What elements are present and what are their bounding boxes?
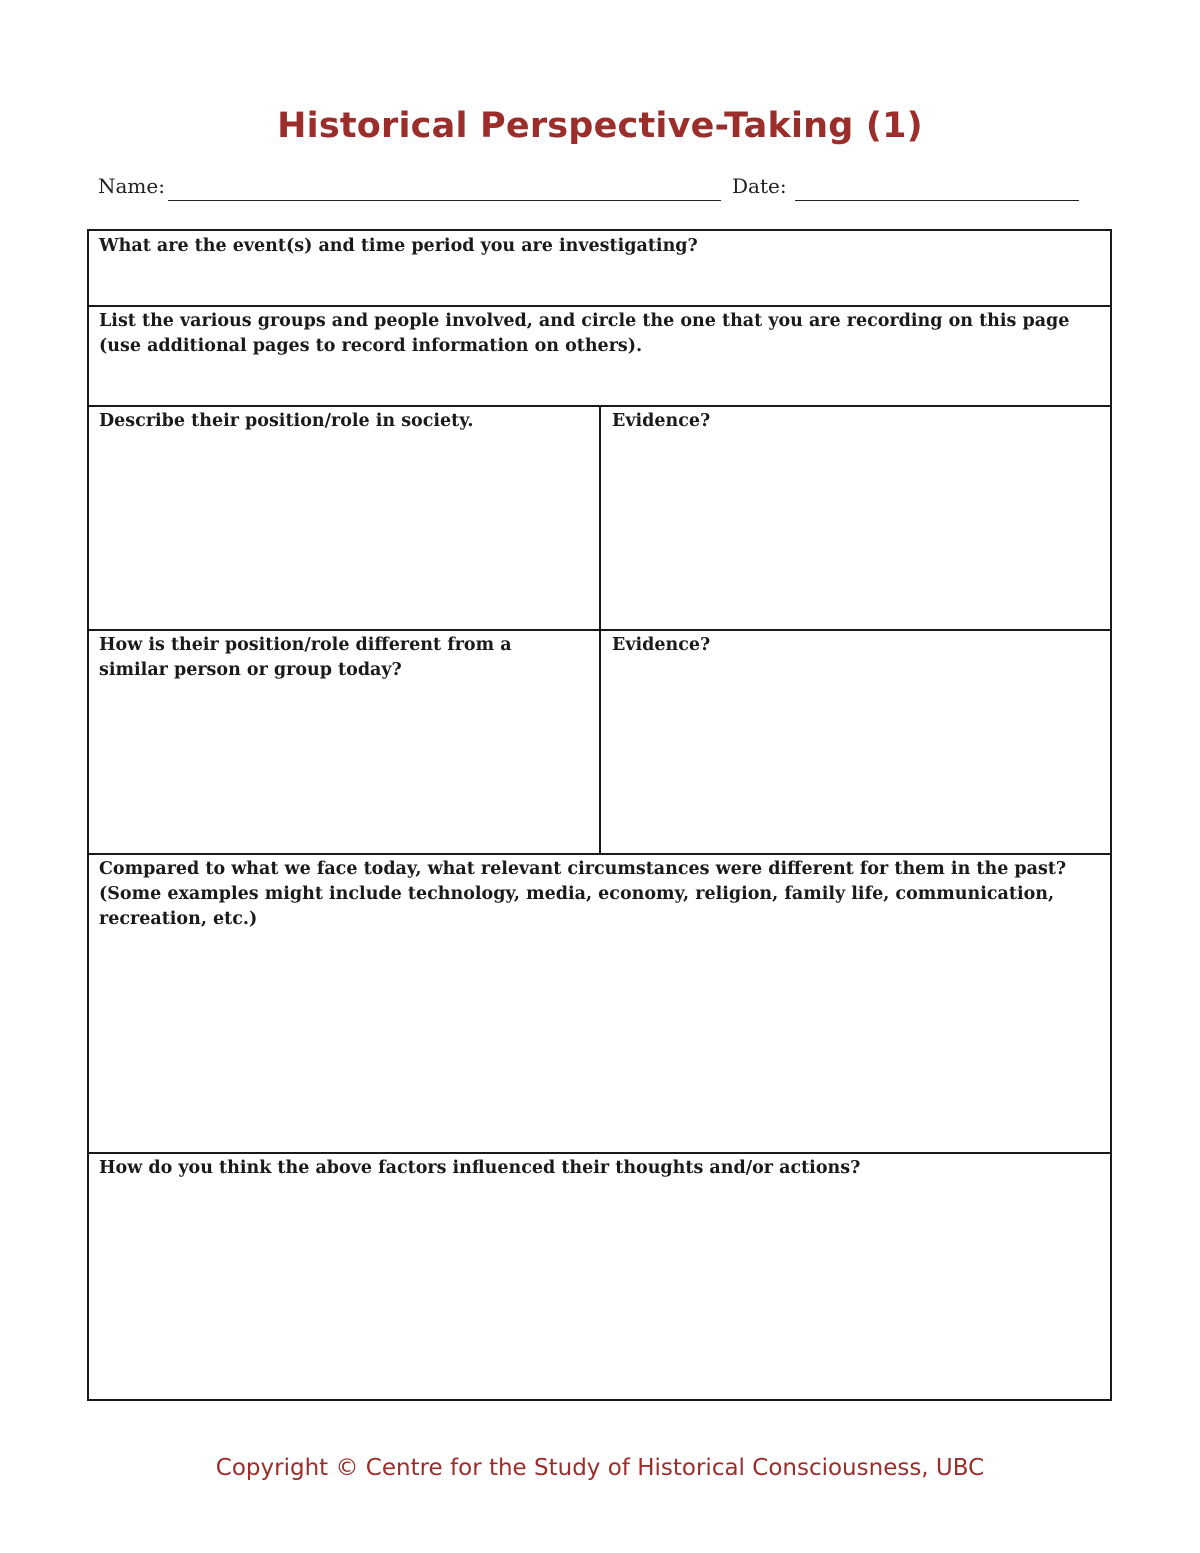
position-role-prompt: Describe their position/role in society. xyxy=(99,411,474,431)
evidence-cell-1[interactable] xyxy=(602,406,1110,629)
evidence-prompt-1: Evidence? xyxy=(612,411,711,431)
date-field[interactable] xyxy=(795,200,1079,201)
difference-today-cell[interactable] xyxy=(89,630,599,853)
page-title: Historical Perspective-Taking (1) xyxy=(277,106,923,146)
column-divider xyxy=(599,405,601,853)
groups-cell[interactable] xyxy=(89,306,1110,405)
worksheet-table xyxy=(87,229,1112,1401)
name-field[interactable] xyxy=(168,200,721,201)
groups-prompt: List the various groups and people involved, and circle the one that you are recording on this page (use additional pages to record information on others). xyxy=(99,311,1070,356)
position-role-cell[interactable] xyxy=(89,406,599,629)
influence-cell[interactable] xyxy=(89,1153,1110,1399)
event-period-cell[interactable] xyxy=(89,231,1110,305)
evidence-prompt-2: Evidence? xyxy=(612,635,711,655)
copyright-notice: Copyright © Centre for the Study of Historical Consciousness, UBC xyxy=(215,1455,985,1481)
circumstances-prompt: Compared to what we face today, what relevant circumstances were different for them in the past? (Some examples might include technology, media, economy, religion, family life, communication, recreation, etc.) xyxy=(99,859,1067,929)
event-period-prompt: What are the event(s) and time period you are investigating? xyxy=(99,236,698,256)
circumstances-cell[interactable] xyxy=(89,854,1110,1152)
difference-today-prompt: How is their position/role different from a similar person or group today? xyxy=(99,635,512,680)
influence-prompt: How do you think the above factors influenced their thoughts and/or actions? xyxy=(99,1158,861,1178)
date-label: Date: xyxy=(732,174,787,198)
evidence-cell-2[interactable] xyxy=(602,630,1110,853)
name-label: Name: xyxy=(98,174,165,198)
